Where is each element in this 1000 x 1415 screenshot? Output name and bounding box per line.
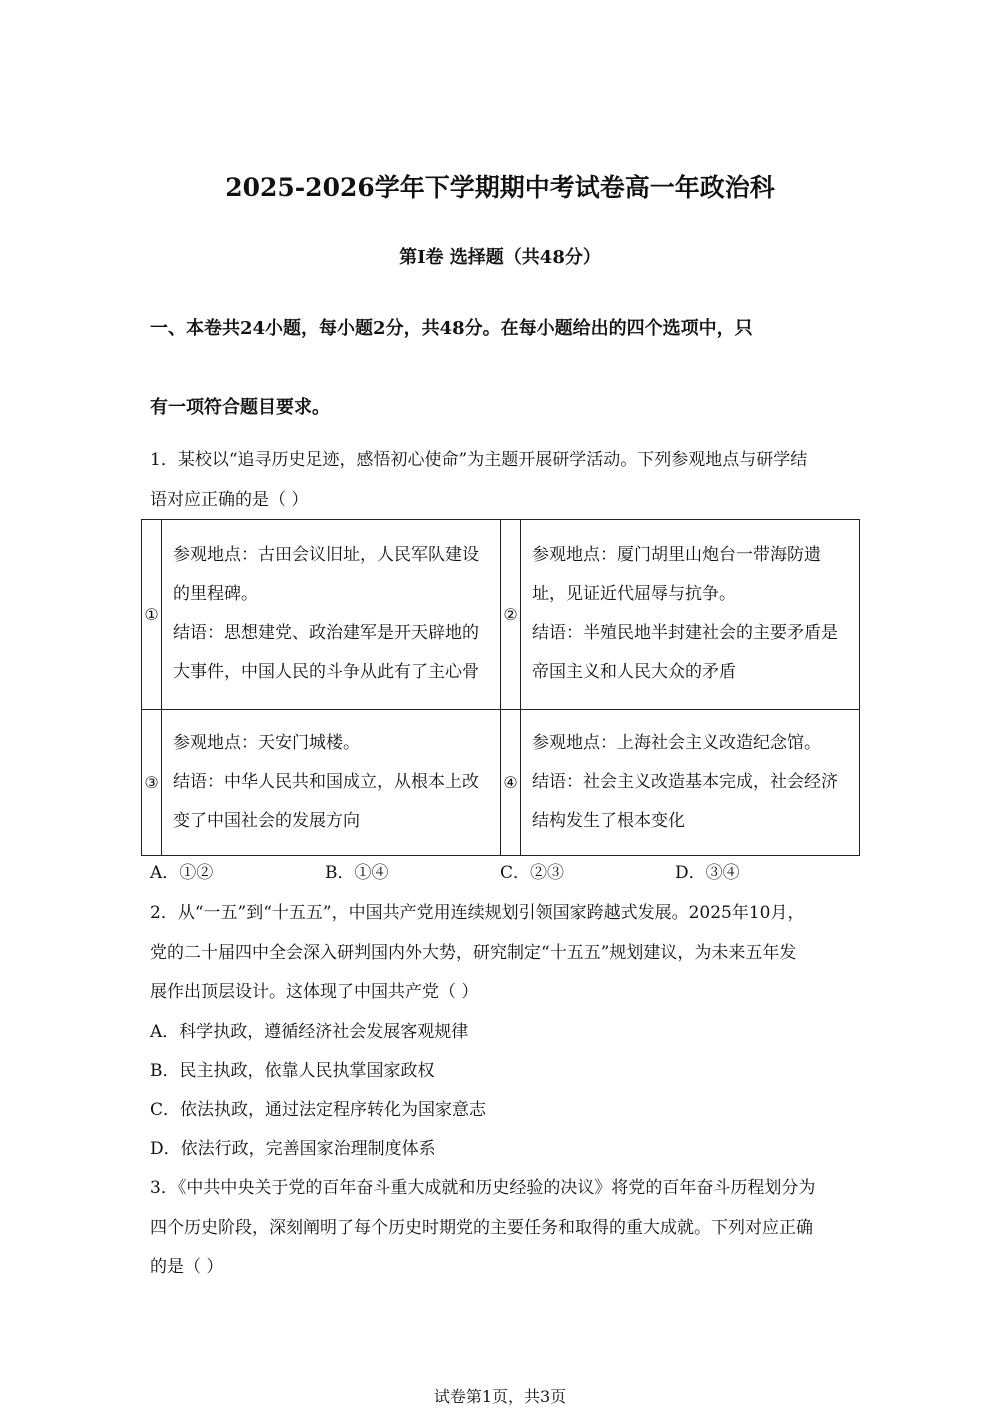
q3-stem-line3: 的是（ ） xyxy=(150,1257,224,1277)
table-row xyxy=(142,520,860,710)
visit-site-text: 参观地点：厦门胡里山炮台一带海防遗址，见证近代屈辱与抗争。 xyxy=(532,545,821,605)
table-cell-number: ③ xyxy=(142,709,162,855)
q2-option-d[interactable]: D．依法行政，完善国家治理制度体系 xyxy=(150,1139,436,1159)
q1-option-a[interactable]: A．①② xyxy=(150,863,214,883)
conclusion-text: 结语：思想建党、政治建军是开天辟地的大事件，中国人民的斗争从此有了主心骨 xyxy=(173,623,479,683)
q2-option-a[interactable]: A．科学执政，遵循经济社会发展客观规律 xyxy=(150,1022,469,1042)
table-cell-number: ② xyxy=(501,520,521,710)
q1-stem-line1: 1．某校以“追寻历史足迹，感悟初心使命”为主题开展研学活动。下列参观地点与研学结 xyxy=(150,450,808,470)
table-cell-content xyxy=(162,709,501,855)
q2-stem-line3: 展作出顶层设计。这体现了中国共产党（ ） xyxy=(150,982,479,1002)
page-footer: 试卷第1页，共3页 xyxy=(433,1387,567,1406)
part-heading: 第I卷 选择题（共48分） xyxy=(399,247,601,268)
q1-stem-line2: 语对应正确的是（ ） xyxy=(150,490,309,510)
conclusion-text: 结语：社会主义改造基本完成，社会经济结构发生了根本变化 xyxy=(532,771,838,831)
q2-option-b[interactable]: B．民主执政，依靠人民执掌国家政权 xyxy=(150,1061,435,1081)
visit-site-text: 参观地点：古田会议旧址，人民军队建设的里程碑。 xyxy=(173,545,479,605)
q1-option-b[interactable]: B．①④ xyxy=(325,863,389,883)
visit-site-text: 参观地点：天安门城楼。 xyxy=(173,732,360,753)
q1-option-c[interactable]: C．②③ xyxy=(500,863,565,883)
conclusion-text: 结语：中华人民共和国成立，从根本上改变了中国社会的发展方向 xyxy=(173,771,479,831)
q1-options-table xyxy=(141,519,860,856)
q3-stem-line1: 3．《中共中央关于党的百年奋斗重大成就和历史经验的决议》将党的百年奋斗历程划分为 xyxy=(150,1178,816,1198)
table-cell-content xyxy=(162,520,501,710)
section-instruction-line1: 一、本卷共24小题，每小题2分，共48分。在每小题给出的四个选项中，只 xyxy=(150,318,753,339)
exam-title: 2025-2026学年下学期期中考试卷高一年政治科 xyxy=(225,173,775,202)
table-cell-number: ① xyxy=(142,520,162,710)
section-instruction-line2: 有一项符合题目要求。 xyxy=(150,397,330,418)
q2-stem-line2: 党的二十届四中全会深入研判国内外大势，研究制定“十五五”规划建议，为未来五年发 xyxy=(150,943,797,963)
q3-stem-line2: 四个历史阶段，深刻阐明了每个历史时期党的主要任务和取得的重大成就。下列对应正确 xyxy=(150,1218,813,1238)
table-cell-content xyxy=(521,709,860,855)
conclusion-text: 结语：半殖民地半封建社会的主要矛盾是帝国主义和人民大众的矛盾 xyxy=(532,623,838,683)
q2-stem-line1: 2．从“一五”到“十五五”，中国共产党用连续规划引领国家跨越式发展。2025年10月， xyxy=(150,903,805,923)
q2-option-c[interactable]: C．依法执政，通过法定程序转化为国家意志 xyxy=(150,1100,487,1120)
table-cell-number: ④ xyxy=(501,709,521,855)
q1-option-d[interactable]: D．③④ xyxy=(675,863,740,883)
table-row xyxy=(142,709,860,855)
table-cell-content xyxy=(521,520,860,710)
visit-site-text: 参观地点：上海社会主义改造纪念馆。 xyxy=(532,732,821,753)
